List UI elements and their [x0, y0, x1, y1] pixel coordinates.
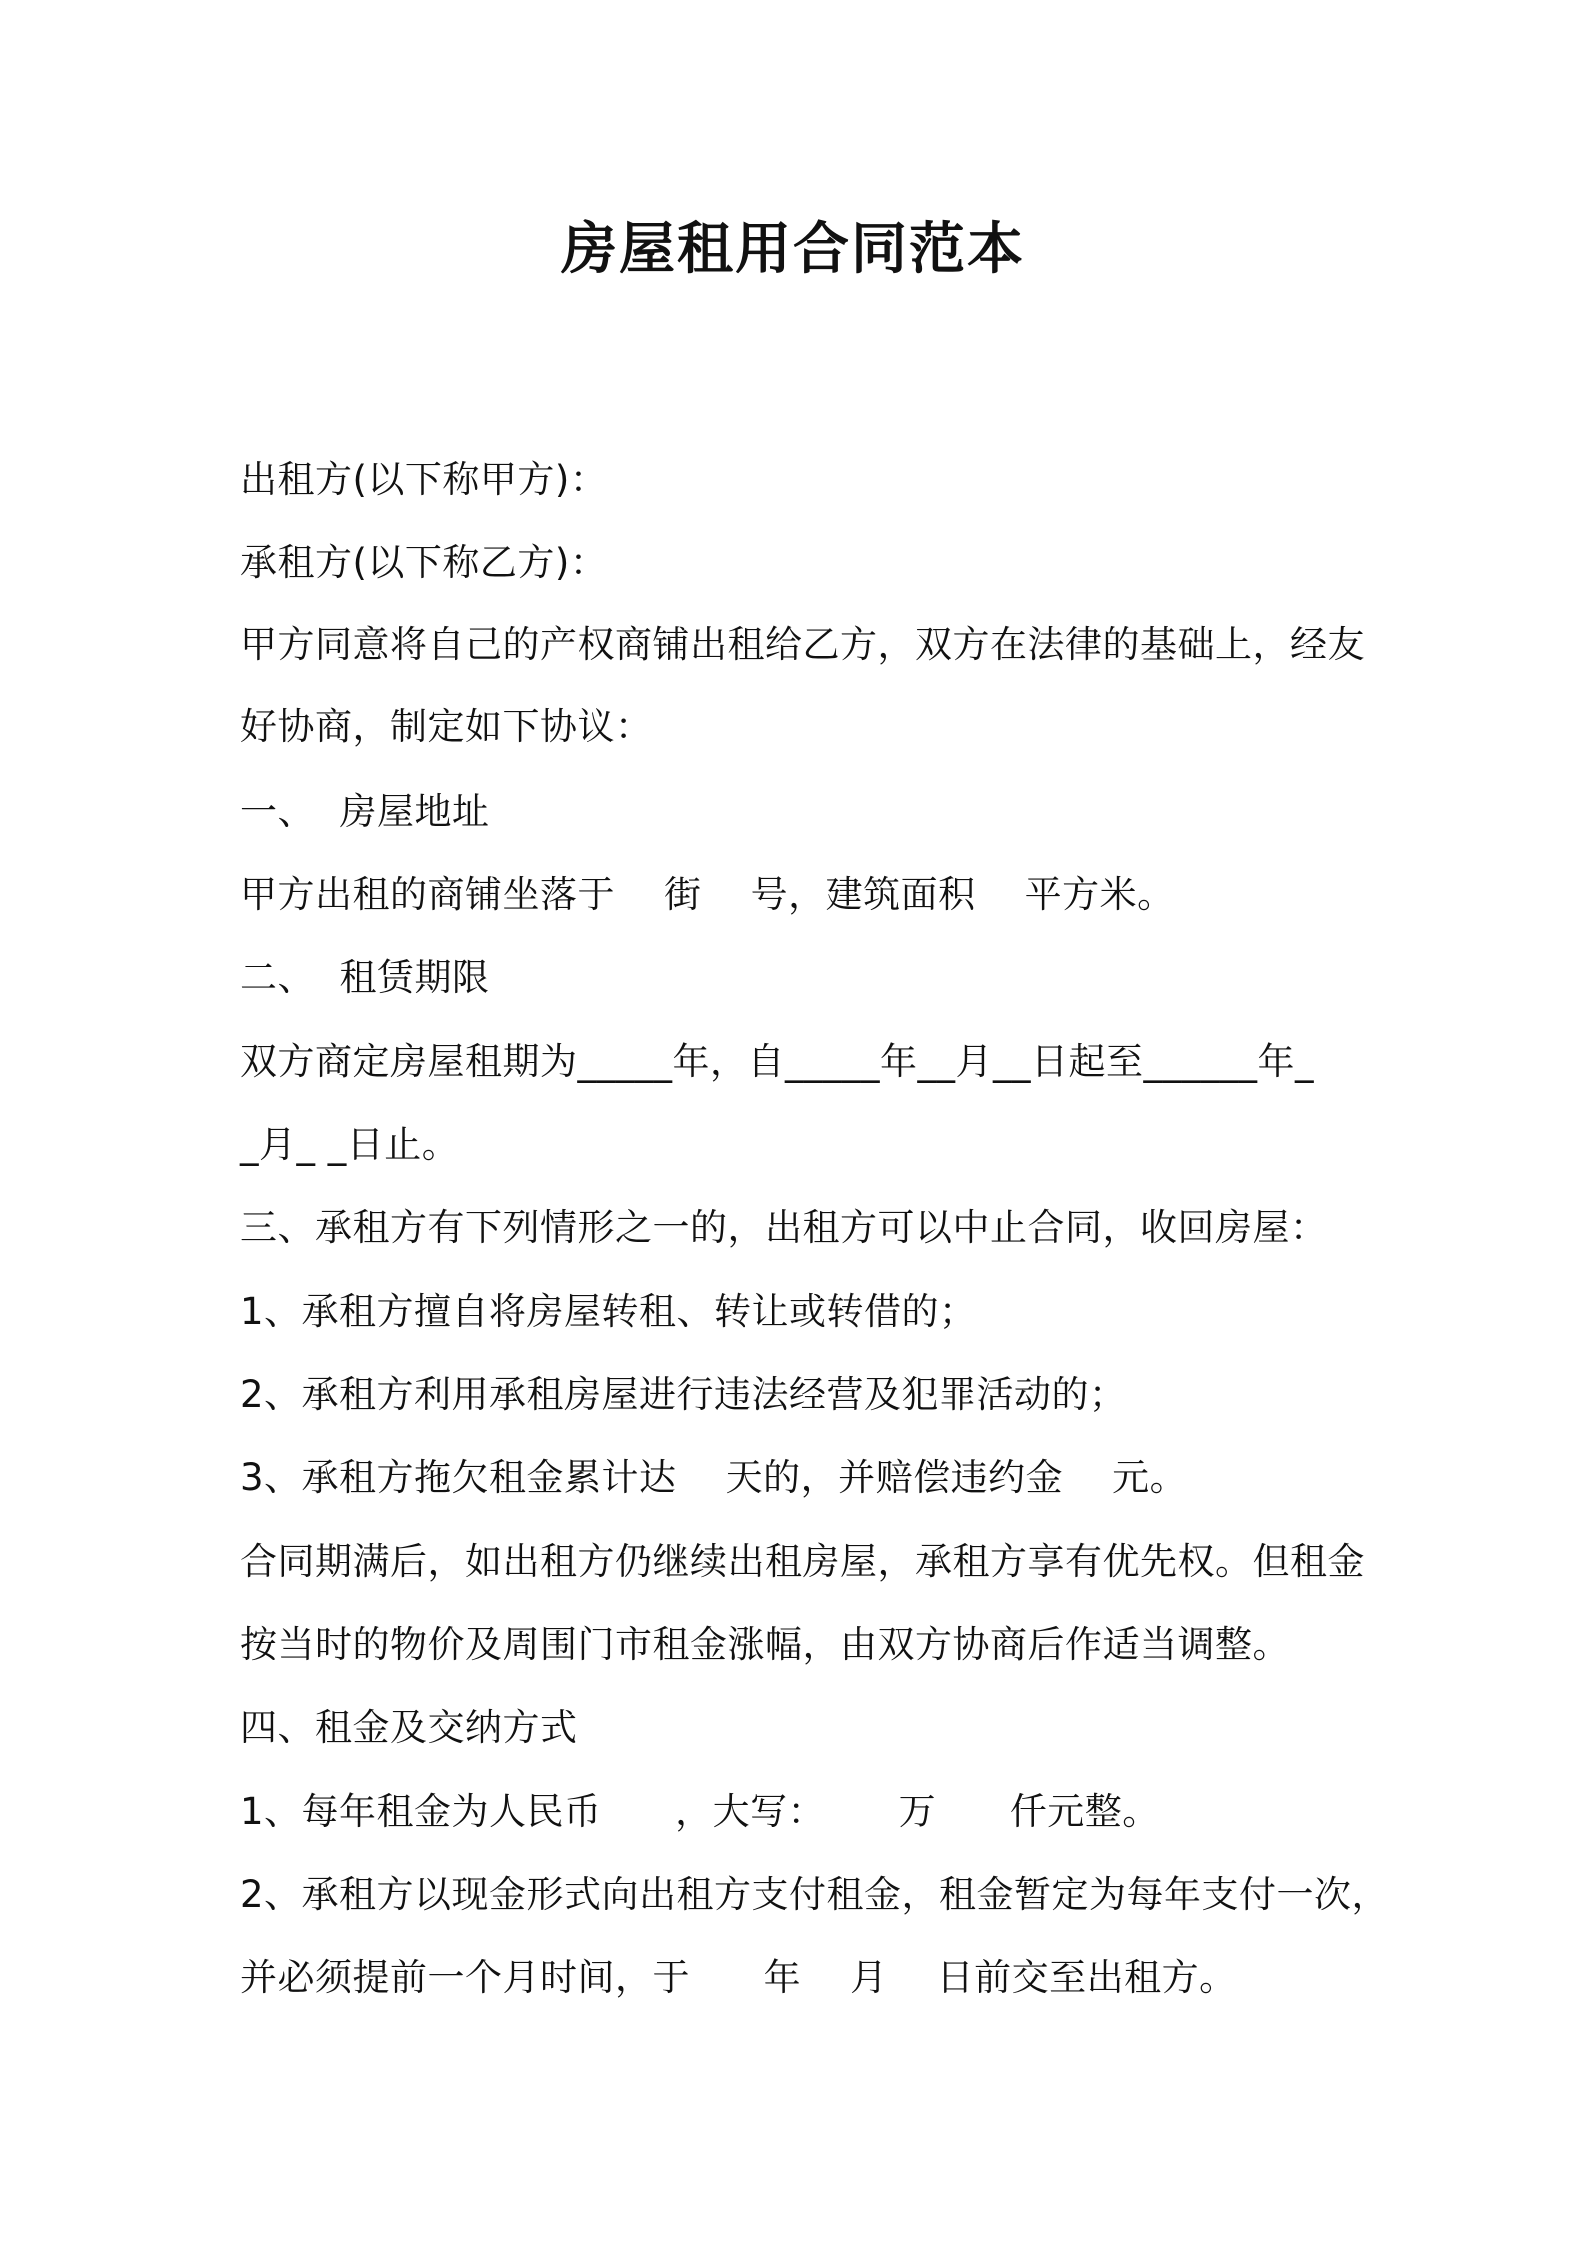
section-1-text: 甲方出租的商铺坐落于 街 号，建筑面积 平方米。 [240, 873, 1175, 916]
section-4-heading: 四、租金及交纳方式 [240, 1706, 578, 1749]
section-4-item-2-line-1: 2、承租方以现金形式向出租方支付租金，租金暂定为每年支付一次， [240, 1873, 1390, 1916]
section-3-item-2: 2、承租方利用承租房屋进行违法经营及犯罪活动的； [240, 1373, 1127, 1416]
section-4-item-2-line-2: 并必须提前一个月时间，于 年 月 日前交至出租方。 [240, 1956, 1237, 1999]
section-2-heading: 二、 租赁期限 [240, 956, 490, 999]
section-3-heading: 三、承租方有下列情形之一的，出租方可以中止合同，收回房屋： [240, 1206, 1328, 1249]
section-1-heading: 一、 房屋地址 [240, 790, 490, 833]
lessor-line: 出租方(以下称甲方)： [240, 458, 608, 501]
section-2-text-line-1: 双方商定房屋租期为_____年，自_____年__月__日起至______年_ [240, 1040, 1314, 1083]
page-title: 房屋租用合同范本 [561, 217, 1025, 282]
section-3-item-1: 1、承租方擅自将房屋转租、转让或转借的； [240, 1290, 977, 1333]
lessee-line: 承租方(以下称乙方)： [240, 541, 608, 584]
intro-paragraph-line-2: 好协商，制定如下协议： [240, 705, 653, 748]
intro-paragraph-line-1: 甲方同意将自己的产权商铺出租给乙方，双方在法律的基础上，经友 [240, 623, 1365, 666]
section-3-item-3: 3、承租方拖欠租金累计达 天的，并赔偿违约金 元。 [240, 1456, 1188, 1499]
renewal-paragraph-line-2: 按当时的物价及周围门市租金涨幅，由双方协商后作适当调整。 [240, 1623, 1290, 1666]
section-4-item-1: 1、每年租金为人民币 ，大写： 万 仟元整。 [240, 1790, 1160, 1833]
section-2-text-line-2: _月_ _日止。 [240, 1123, 460, 1166]
renewal-paragraph-line-1: 合同期满后，如出租方仍继续出租房屋，承租方享有优先权。但租金 [240, 1540, 1365, 1583]
